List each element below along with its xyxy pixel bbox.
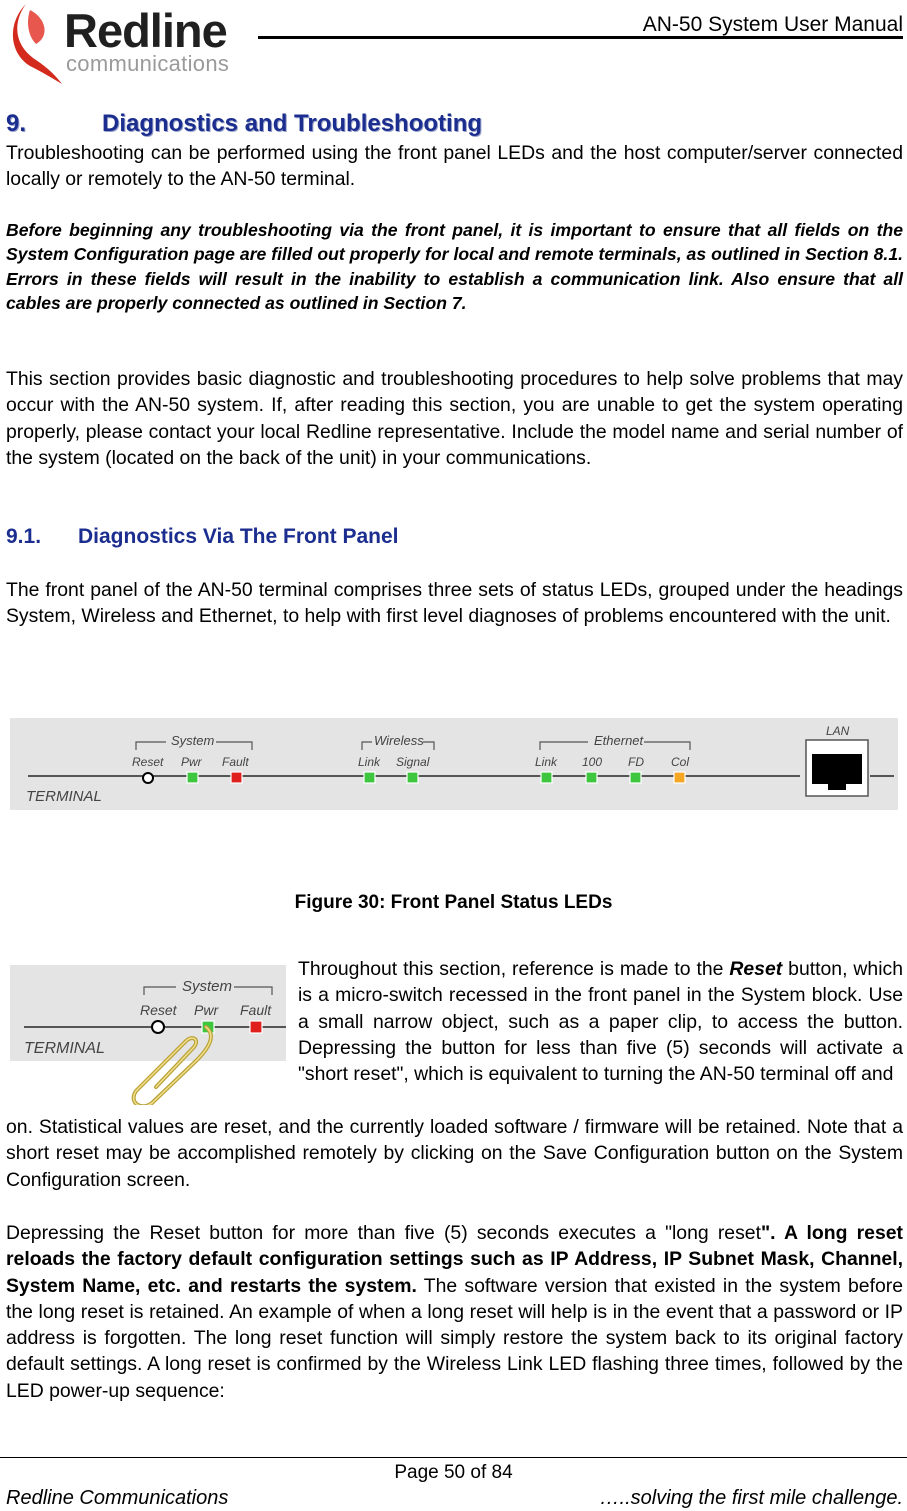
long-reset-paragraph: [6, 1220, 903, 1404]
eth-100-led-label: 100: [582, 755, 603, 769]
col-led: [674, 772, 685, 783]
ethernet-group-label: Ethernet: [594, 733, 644, 748]
small-fault-led: [250, 1021, 262, 1033]
footer-company: Redline Communications: [6, 1487, 229, 1509]
reset-led-label: Reset: [132, 755, 164, 769]
reset-button-icon: [143, 773, 153, 783]
lan-label: LAN: [826, 724, 850, 738]
pwr-led-label: Pwr: [181, 755, 202, 769]
reset-continuation: on. Statistical values are reset, and the currently loaded software / firmware will be retained. Note that a short reset may be accomplished remotely by clicking on the Save Configuration button on the System Configuration screen.: [6, 1116, 903, 1191]
subsection-title: Diagnostics Via The Front Panel: [78, 525, 399, 548]
subsection-intro: The front panel of the AN-50 terminal comprises three sets of status LEDs, grouped under the headings System, Wireless and Ethernet, to help with first level diagnoses of problems encountered with the unit.: [6, 579, 903, 628]
section-heading: [6, 109, 482, 139]
wireless-link-led-label: Link: [358, 755, 381, 769]
section-overview: This section provides basic diagnostic and troubleshooting procedures to help solve problems that may occur with the AN-50 system. If, after reading this section, you are unable to get the system operating properly, please contact your local Redline representative. Include the model name and serial number of the system (located on the back of the unit) in your communications.: [6, 368, 903, 469]
eth-link-led-label: Link: [535, 755, 558, 769]
long-reset-post: The software version that existed in the system before the long reset is retained. An example of when a long reset will help is in the event that a password or IP address is forgotten. The long reset function will simply restore the system back to its original factory default settings. A long reset is confirmed by the Wireless Link LED flashing three times, followed by the LED power-up sequence:: [6, 1274, 903, 1402]
wireless-group-label: Wireless: [374, 733, 424, 748]
brand-subtitle: communications: [66, 51, 230, 76]
small-reset-button: [152, 1021, 164, 1033]
eth-100-led: [586, 772, 597, 783]
eth-link-led: [541, 772, 552, 783]
reset-lead-paragraph: [298, 956, 903, 1087]
signal-led: [407, 772, 418, 783]
pwr-led: [187, 772, 198, 783]
brand-wordmark: Redline: [64, 4, 227, 57]
signal-led-label: Signal: [396, 755, 430, 769]
redline-logo-swoosh: [6, 0, 66, 86]
subsection-heading: [6, 523, 399, 551]
small-fault-label: Fault: [240, 1002, 272, 1018]
page-number: Page 50 of 84: [394, 1462, 513, 1483]
col-led-label: Col: [671, 755, 690, 769]
small-panel-label: TERMINAL: [24, 1040, 105, 1057]
small-pwr-label: Pwr: [194, 1002, 219, 1018]
footer-tagline: …..solving the first mile challenge.: [599, 1487, 903, 1509]
fault-led: [231, 772, 242, 783]
system-group-label: System: [171, 733, 215, 748]
section-intro: Troubleshooting can be performed using the front panel LEDs and the host computer/server connected locally or remotely to the AN-50 terminal.: [6, 142, 903, 191]
small-system-label: System: [182, 978, 233, 995]
footer-rule: [0, 1457, 907, 1458]
front-panel-figure: [10, 718, 898, 810]
reset-lead-pre: Throughout this section, reference is made to the: [298, 958, 730, 980]
fault-led-label: Fault: [222, 755, 249, 769]
wireless-link-led: [364, 772, 375, 783]
manual-title: AN-50 System User Manual: [642, 13, 903, 36]
reset-lead-post: button, which is a micro-switch recessed in the front panel in the System block. Use a small narrow object, such as a paper clip, to access the button. Depressing the button for less than five (5) seconds will activate a "short reset", which is equivalent to turning the AN-50 terminal off and: [298, 958, 903, 1086]
section-number: 9.: [6, 110, 27, 137]
figure-caption: Figure 30: Front Panel Status LEDs: [294, 892, 613, 913]
reset-emphasis: Reset: [729, 958, 783, 980]
fd-led-label: FD: [628, 755, 644, 769]
warning-note: Before beginning any troubleshooting via the front panel, it is important to ensure that all fields on the System Configuration page are filled out properly for local and remote terminals, as outlined in Section 8.1. Errors in these fields will result in the inability to establish a communication link. Also ensure that all cables are properly connected as outlined in Section 7.: [6, 220, 903, 314]
long-reset-pre: Depressing the Reset button for more than five (5) seconds executes a "long reset: [6, 1222, 761, 1244]
subsection-number: 9.1.: [6, 525, 42, 548]
small-reset-label: Reset: [140, 1002, 177, 1018]
reset-paperclip-figure: [10, 965, 288, 1105]
panel-label: TERMINAL: [26, 788, 102, 805]
fd-led: [630, 772, 641, 783]
long-reset-bold: ". A long reset reloads the factory default configuration settings such as IP Address, IP Subnet Mask, Channel, System Name, etc. and restarts the system.: [6, 1222, 903, 1297]
section-title: Diagnostics and Troubleshooting: [102, 110, 483, 137]
